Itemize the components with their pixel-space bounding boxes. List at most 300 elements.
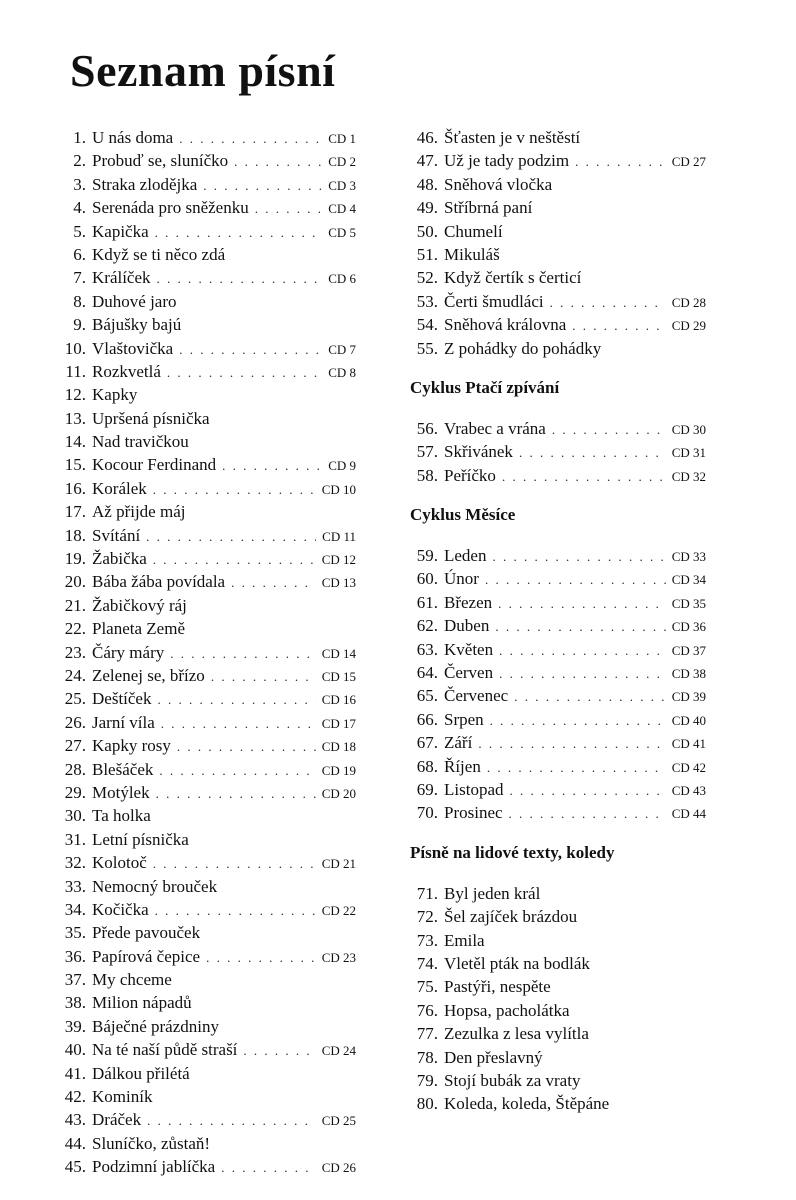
song-entry	[410, 151, 706, 174]
song-title: Přede pavouček	[92, 923, 201, 943]
song-entry	[56, 923, 356, 946]
song-number: 58.	[416, 465, 438, 485]
song-entry	[56, 128, 356, 151]
dot-leader	[211, 669, 316, 685]
song-number: 5.	[73, 221, 86, 241]
song-number: 15.	[64, 455, 86, 475]
song-number: 66.	[416, 709, 438, 729]
song-number: 56.	[416, 418, 438, 438]
song-title: Serenáda pro sněženku	[92, 198, 249, 218]
song-number: 25.	[64, 689, 86, 709]
song-title: My chceme	[92, 970, 172, 990]
song-number: 8.	[73, 291, 86, 311]
cd-track-label: CD 7	[328, 341, 356, 357]
song-number: 47.	[416, 151, 438, 171]
song-entry	[56, 1040, 356, 1063]
song-number: 37.	[64, 970, 86, 990]
song-title: Srpen	[444, 709, 484, 729]
song-entry	[56, 643, 356, 666]
song-number: 73.	[416, 930, 438, 950]
song-entry	[56, 245, 356, 268]
song-entry	[56, 315, 356, 338]
dot-leader	[159, 763, 315, 779]
song-entry	[56, 713, 356, 736]
song-entry	[410, 593, 706, 616]
song-number: 52.	[416, 268, 438, 288]
song-entry	[410, 954, 706, 977]
song-title: Koleda, koleda, Štěpáne	[444, 1094, 610, 1114]
song-title: Peříčko	[444, 465, 496, 485]
song-entry	[410, 466, 706, 489]
song-number: 26.	[64, 712, 86, 732]
song-entry	[410, 569, 706, 592]
cd-track-label: CD 31	[671, 445, 706, 461]
song-title: Na té naší půdě straší	[92, 1040, 238, 1060]
dot-leader	[509, 806, 666, 822]
dot-leader	[170, 646, 315, 662]
section-heading-folk-carols: Písně na lidové texty, koledy	[410, 842, 615, 862]
song-number: 17.	[64, 502, 86, 522]
song-title: Z pohádky do pohádky	[444, 338, 602, 358]
song-title: Sněhová královna	[444, 315, 567, 335]
song-entry	[56, 432, 356, 455]
song-entry	[410, 757, 706, 780]
song-number: 38.	[64, 993, 86, 1013]
dot-leader	[572, 318, 665, 334]
song-list-right	[410, 128, 706, 1118]
song-title: Svítání	[92, 525, 141, 545]
dot-leader	[552, 422, 666, 438]
song-title: Jarní víla	[92, 712, 155, 732]
cd-track-label: CD 40	[671, 712, 706, 728]
song-title: Byl jeden král	[444, 883, 541, 903]
song-title: Když čertík s čerticí	[444, 268, 582, 288]
cd-track-label: CD 43	[671, 782, 706, 798]
song-title: U nás doma	[92, 128, 174, 147]
song-number: 39.	[64, 1016, 86, 1036]
song-title: Mikuláš	[444, 244, 500, 264]
cd-track-label: CD 37	[671, 642, 706, 658]
song-title: Březen	[444, 592, 493, 612]
song-title: Kočička	[92, 899, 149, 919]
song-number: 34.	[64, 899, 86, 919]
song-number: 71.	[416, 883, 438, 903]
song-number: 6.	[73, 244, 86, 264]
song-entry	[56, 853, 356, 876]
cd-track-label: CD 19	[321, 762, 356, 778]
song-entry	[410, 733, 706, 756]
song-title: Leden	[444, 546, 487, 566]
song-number: 40.	[64, 1040, 86, 1060]
song-entry	[410, 245, 706, 268]
cd-track-label: CD 34	[671, 572, 706, 588]
song-title: Planeta Země	[92, 619, 185, 639]
song-number: 75.	[416, 977, 438, 997]
song-entry	[410, 616, 706, 639]
song-entry	[56, 947, 356, 970]
song-number: 64.	[416, 663, 438, 683]
song-title: Rozkvetlá	[92, 361, 161, 381]
dot-leader	[155, 903, 316, 919]
song-title: Šel zajíček brázdou	[444, 907, 578, 927]
cd-track-label: CD 16	[321, 692, 356, 708]
cd-track-label: CD 18	[321, 739, 356, 755]
song-number: 54.	[416, 315, 438, 335]
song-number: 74.	[416, 953, 438, 973]
song-number: 57.	[416, 442, 438, 462]
song-entry	[410, 1024, 706, 1047]
song-entry	[410, 419, 706, 442]
song-title: Kocour Ferdinand	[92, 455, 217, 475]
song-title: Sluníčko, zůstaň!	[92, 1133, 211, 1153]
dot-leader	[156, 786, 316, 802]
dot-leader	[221, 1160, 315, 1176]
cd-track-label: CD 24	[321, 1043, 356, 1059]
song-entry	[410, 640, 706, 663]
song-entry	[56, 362, 356, 385]
dot-leader	[157, 692, 315, 708]
song-entry	[56, 1087, 356, 1110]
song-list-left	[56, 128, 356, 1181]
dot-leader	[222, 458, 322, 474]
page-title: Seznam písní	[70, 45, 336, 96]
song-number: 77.	[416, 1024, 438, 1044]
dot-leader	[492, 549, 665, 565]
song-entry	[56, 783, 356, 806]
song-entry	[410, 931, 706, 954]
song-title: Červen	[444, 663, 494, 683]
song-number: 79.	[416, 1070, 438, 1090]
song-number: 13.	[64, 408, 86, 428]
dot-leader	[167, 365, 322, 381]
song-number: 14.	[64, 432, 86, 452]
cd-track-label: CD 4	[328, 201, 356, 217]
song-entry	[410, 710, 706, 733]
cd-track-label: CD 12	[321, 552, 356, 568]
song-number: 33.	[64, 876, 86, 896]
song-title: Prosinec	[444, 803, 503, 823]
song-entry	[410, 686, 706, 709]
song-title: Šťasten je v neštěstí	[444, 128, 581, 147]
song-entry	[410, 268, 706, 291]
section-heading-months-cycle: Cyklus Měsíce	[410, 505, 516, 525]
dot-leader	[231, 575, 316, 591]
song-title: Podzimní jablíčka	[92, 1157, 216, 1177]
dot-leader	[478, 736, 665, 752]
dot-leader	[550, 295, 666, 311]
song-number: 29.	[64, 782, 86, 802]
song-entry	[410, 1094, 706, 1117]
cd-track-label: CD 5	[328, 224, 356, 240]
song-number: 23.	[64, 642, 86, 662]
song-number: 20.	[64, 572, 86, 592]
song-title: Emila	[444, 930, 485, 950]
dot-leader	[243, 1043, 315, 1059]
dot-leader	[157, 271, 323, 287]
cd-track-label: CD 32	[671, 468, 706, 484]
song-number: 1.	[73, 128, 86, 147]
song-title: Vrabec a vrána	[444, 418, 546, 438]
song-entry	[410, 977, 706, 1000]
song-group-bird-cycle	[410, 419, 706, 489]
song-entry	[56, 1134, 356, 1157]
song-title: Dálkou přilétá	[92, 1063, 190, 1083]
song-title: Skřivánek	[444, 442, 513, 462]
song-entry	[56, 222, 356, 245]
song-entry	[56, 455, 356, 478]
dot-leader	[499, 666, 666, 682]
song-group-folk-carols	[410, 884, 706, 1118]
song-number: 46.	[416, 128, 438, 147]
cd-track-label: CD 2	[328, 154, 356, 170]
dot-leader	[177, 739, 316, 755]
dot-leader	[575, 154, 666, 170]
song-title: Báječné prázdniny	[92, 1016, 219, 1036]
song-number: 59.	[416, 546, 438, 566]
cd-track-label: CD 36	[671, 619, 706, 635]
dot-leader	[161, 716, 316, 732]
song-number: 78.	[416, 1047, 438, 1067]
song-title: Kapky rosy	[92, 736, 171, 756]
song-number: 67.	[416, 733, 438, 753]
song-title: Stříbrná paní	[444, 198, 533, 218]
song-title: Králíček	[92, 268, 151, 288]
song-title: Čerti šmudláci	[444, 291, 544, 311]
song-entry	[410, 339, 706, 362]
song-entry	[56, 666, 356, 689]
cd-track-label: CD 11	[322, 528, 356, 544]
cd-track-label: CD 13	[321, 575, 356, 591]
song-entry	[410, 128, 706, 151]
song-entry	[56, 409, 356, 432]
song-number: 3.	[73, 174, 86, 194]
song-title: Ta holka	[92, 806, 151, 826]
cd-track-label: CD 6	[328, 271, 356, 287]
song-number: 55.	[416, 338, 438, 358]
dot-leader	[490, 713, 666, 729]
song-title: Duhové jaro	[92, 291, 177, 311]
cd-track-label: CD 42	[671, 759, 706, 775]
song-number: 63.	[416, 639, 438, 659]
cd-track-label: CD 22	[321, 902, 356, 918]
cd-track-label: CD 1	[328, 131, 356, 146]
song-title: Sněhová vločka	[444, 174, 553, 194]
song-title: Stojí bubák za vraty	[444, 1070, 581, 1090]
song-number: 51.	[416, 244, 438, 264]
dot-leader	[179, 342, 322, 358]
song-entry	[56, 619, 356, 642]
cd-track-label: CD 17	[321, 715, 356, 731]
song-entry	[410, 442, 706, 465]
song-entry	[410, 175, 706, 198]
song-entry	[410, 1071, 706, 1094]
song-entry	[56, 151, 356, 174]
song-title: Čáry máry	[92, 642, 165, 662]
dot-leader	[510, 783, 666, 799]
song-number: 80.	[416, 1094, 438, 1114]
song-number: 36.	[64, 946, 86, 966]
song-entry	[56, 268, 356, 291]
song-entry	[56, 830, 356, 853]
song-number: 50.	[416, 221, 438, 241]
song-entry	[56, 689, 356, 712]
cd-track-label: CD 14	[321, 645, 356, 661]
song-number: 42.	[64, 1087, 86, 1107]
cd-track-label: CD 21	[321, 856, 356, 872]
song-entry	[56, 385, 356, 408]
song-entry	[410, 1001, 706, 1024]
song-title: Den přeslavný	[444, 1047, 543, 1067]
dot-leader	[234, 154, 322, 170]
song-number: 28.	[64, 759, 86, 779]
song-number: 12.	[64, 385, 86, 405]
song-entry	[410, 222, 706, 245]
song-entry	[410, 780, 706, 803]
song-number: 44.	[64, 1133, 86, 1153]
song-title: Kominík	[92, 1087, 153, 1107]
cd-track-label: CD 9	[328, 458, 356, 474]
song-entry	[56, 596, 356, 619]
cd-track-label: CD 10	[321, 481, 356, 497]
cd-track-label: CD 28	[671, 294, 706, 310]
song-number: 53.	[416, 291, 438, 311]
song-number: 49.	[416, 198, 438, 218]
song-entry	[410, 1048, 706, 1071]
song-entry	[56, 198, 356, 221]
dot-leader	[147, 1113, 316, 1129]
cd-track-label: CD 44	[671, 806, 706, 822]
dot-leader	[146, 529, 316, 545]
cd-track-label: CD 39	[671, 689, 706, 705]
section-heading-bird-cycle: Cyklus Ptačí zpívání	[410, 377, 560, 397]
song-title: Září	[444, 733, 473, 753]
song-entry	[56, 526, 356, 549]
song-entry	[56, 572, 356, 595]
dot-leader	[255, 201, 322, 217]
song-title: Červenec	[444, 686, 509, 706]
song-entry	[56, 993, 356, 1016]
song-entry	[56, 877, 356, 900]
dot-leader	[487, 760, 666, 776]
song-number: 76.	[416, 1000, 438, 1020]
song-title: Deštíček	[92, 689, 152, 709]
cd-track-label: CD 8	[328, 364, 356, 380]
song-entry	[410, 663, 706, 686]
song-entry	[56, 1157, 356, 1180]
song-number: 45.	[64, 1157, 86, 1177]
song-number: 69.	[416, 779, 438, 799]
song-number: 35.	[64, 923, 86, 943]
cd-track-label: CD 33	[671, 549, 706, 565]
cd-track-label: CD 3	[328, 177, 356, 193]
dot-leader	[155, 225, 323, 241]
song-number: 62.	[416, 616, 438, 636]
song-entry	[56, 339, 356, 362]
song-entry	[56, 970, 356, 993]
song-number: 2.	[73, 151, 86, 171]
song-entry	[56, 502, 356, 525]
song-number: 65.	[416, 686, 438, 706]
cd-track-label: CD 20	[321, 785, 356, 801]
cd-track-label: CD 23	[321, 949, 356, 965]
song-title: Už je tady podzim	[444, 151, 570, 171]
song-title: Letní písnička	[92, 829, 189, 849]
dot-leader	[203, 178, 322, 194]
dot-leader	[206, 950, 316, 966]
song-title: Probuď se, sluníčko	[92, 151, 229, 171]
song-entry	[410, 803, 706, 826]
song-title: Chumelí	[444, 221, 503, 241]
song-title: Zezulka z lesa vylítla	[444, 1024, 589, 1044]
song-entry	[56, 292, 356, 315]
song-title: Žabičkový ráj	[92, 595, 187, 615]
song-number: 7.	[73, 268, 86, 288]
cd-track-label: CD 30	[671, 421, 706, 437]
song-entry	[56, 1064, 356, 1087]
cd-track-label: CD 41	[671, 736, 706, 752]
song-entry	[56, 175, 356, 198]
cd-track-label: CD 25	[321, 1113, 356, 1129]
song-title: Dráček	[92, 1110, 142, 1130]
song-title: Zelenej se, břízo	[92, 665, 205, 685]
song-entry	[56, 760, 356, 783]
song-entry	[410, 198, 706, 221]
song-entry	[410, 546, 706, 569]
song-number: 10.	[64, 338, 86, 358]
song-number: 60.	[416, 569, 438, 589]
song-number: 72.	[416, 907, 438, 927]
cd-track-label: CD 15	[321, 668, 356, 684]
song-entry	[56, 736, 356, 759]
song-title: Kapky	[92, 385, 138, 405]
song-title: Vletěl pták na bodlák	[444, 953, 590, 973]
song-number: 24.	[64, 665, 86, 685]
song-title: Květen	[444, 639, 494, 659]
song-number: 21.	[64, 595, 86, 615]
dot-leader	[485, 572, 666, 588]
song-title: Papírová čepice	[92, 946, 201, 966]
song-number: 48.	[416, 174, 438, 194]
song-title: Motýlek	[92, 782, 150, 802]
song-title: Bába žába povídala	[92, 572, 226, 592]
song-title: Upršená písnička	[92, 408, 210, 428]
song-group-autumn-winter	[410, 128, 706, 362]
song-entry	[56, 479, 356, 502]
song-number: 19.	[64, 549, 86, 569]
cd-track-label: CD 27	[671, 154, 706, 170]
song-number: 30.	[64, 806, 86, 826]
song-title: Až přijde máj	[92, 502, 186, 522]
dot-leader	[514, 689, 666, 705]
song-title: Listopad	[444, 779, 504, 799]
song-number: 11.	[65, 361, 86, 381]
song-number: 31.	[64, 829, 86, 849]
song-number: 22.	[64, 619, 86, 639]
cd-track-label: CD 29	[671, 318, 706, 334]
song-title: Únor	[444, 569, 479, 589]
dot-leader	[498, 596, 666, 612]
song-title: Když se ti něco zdá	[92, 244, 226, 264]
song-title: Bájušky bajú	[92, 315, 182, 335]
song-entry	[56, 1017, 356, 1040]
song-number: 18.	[64, 525, 86, 545]
dot-leader	[495, 619, 665, 635]
song-title: Kolotoč	[92, 853, 147, 873]
song-entry	[410, 907, 706, 930]
song-number: 68.	[416, 756, 438, 776]
song-group-months-cycle	[410, 546, 706, 827]
dot-leader	[153, 856, 316, 872]
